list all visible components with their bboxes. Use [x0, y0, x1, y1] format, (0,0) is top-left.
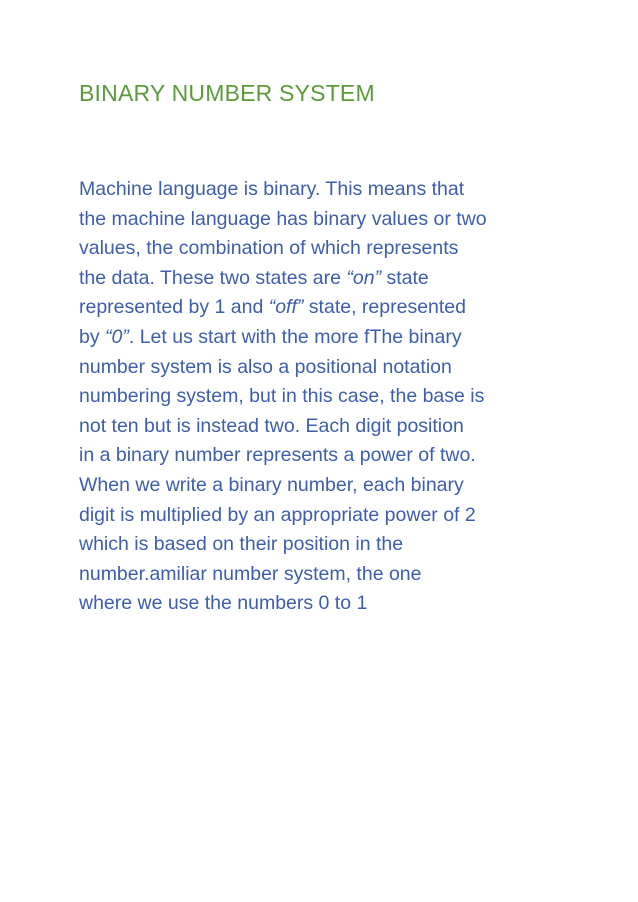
paragraph-line [79, 382, 579, 412]
line-text: state [381, 266, 429, 289]
document-heading: BINARY NUMBER SYSTEM [79, 80, 375, 106]
line-text: number system is also a positional notation [79, 355, 452, 378]
italic-term: “on” [346, 266, 382, 289]
line-text: Machine language is binary. This means that [79, 178, 465, 200]
paragraph-line [79, 501, 579, 531]
paragraph-line [79, 412, 579, 442]
paragraph-line [79, 205, 579, 235]
line-text: where we use the numbers 0 to 1 [79, 592, 368, 615]
line-text: When we write a binary number, each binary [79, 473, 464, 496]
line-text: values, the combination of which represents [79, 237, 459, 260]
italic-term: “off” [268, 296, 304, 319]
paragraph-line [79, 175, 579, 205]
line-text: represented by 1 and [79, 296, 269, 319]
line-text: . Let us start with the more fThe binary [128, 325, 462, 348]
paragraph-line [79, 264, 579, 294]
paragraph-line [79, 234, 579, 264]
line-text: which is based on their position in the [79, 533, 404, 556]
paragraph-line [79, 441, 579, 471]
line-text: the machine language has binary values or two [79, 207, 487, 230]
line-text: numbering system, but in this case, the base is [79, 385, 485, 408]
paragraph-line [79, 589, 579, 619]
line-text: number.amiliar number system, the one [79, 562, 422, 585]
paragraph-line [79, 530, 579, 560]
paragraph-line [79, 560, 579, 590]
line-text: the data. These two states are [79, 266, 347, 289]
paragraph-line [79, 353, 579, 383]
line-text: not ten but is instead two. Each digit position [79, 414, 464, 437]
paragraph-line [79, 293, 579, 323]
body-paragraph [79, 175, 579, 619]
paragraph-line [79, 323, 579, 353]
line-text: by [79, 325, 106, 348]
italic-term: “0” [105, 325, 129, 348]
line-text: in a binary number represents a power of two. [79, 444, 476, 467]
line-text: digit is multiplied by an appropriate power of 2 [79, 503, 476, 526]
line-text: state, represented [303, 296, 466, 319]
paragraph-line [79, 471, 579, 501]
